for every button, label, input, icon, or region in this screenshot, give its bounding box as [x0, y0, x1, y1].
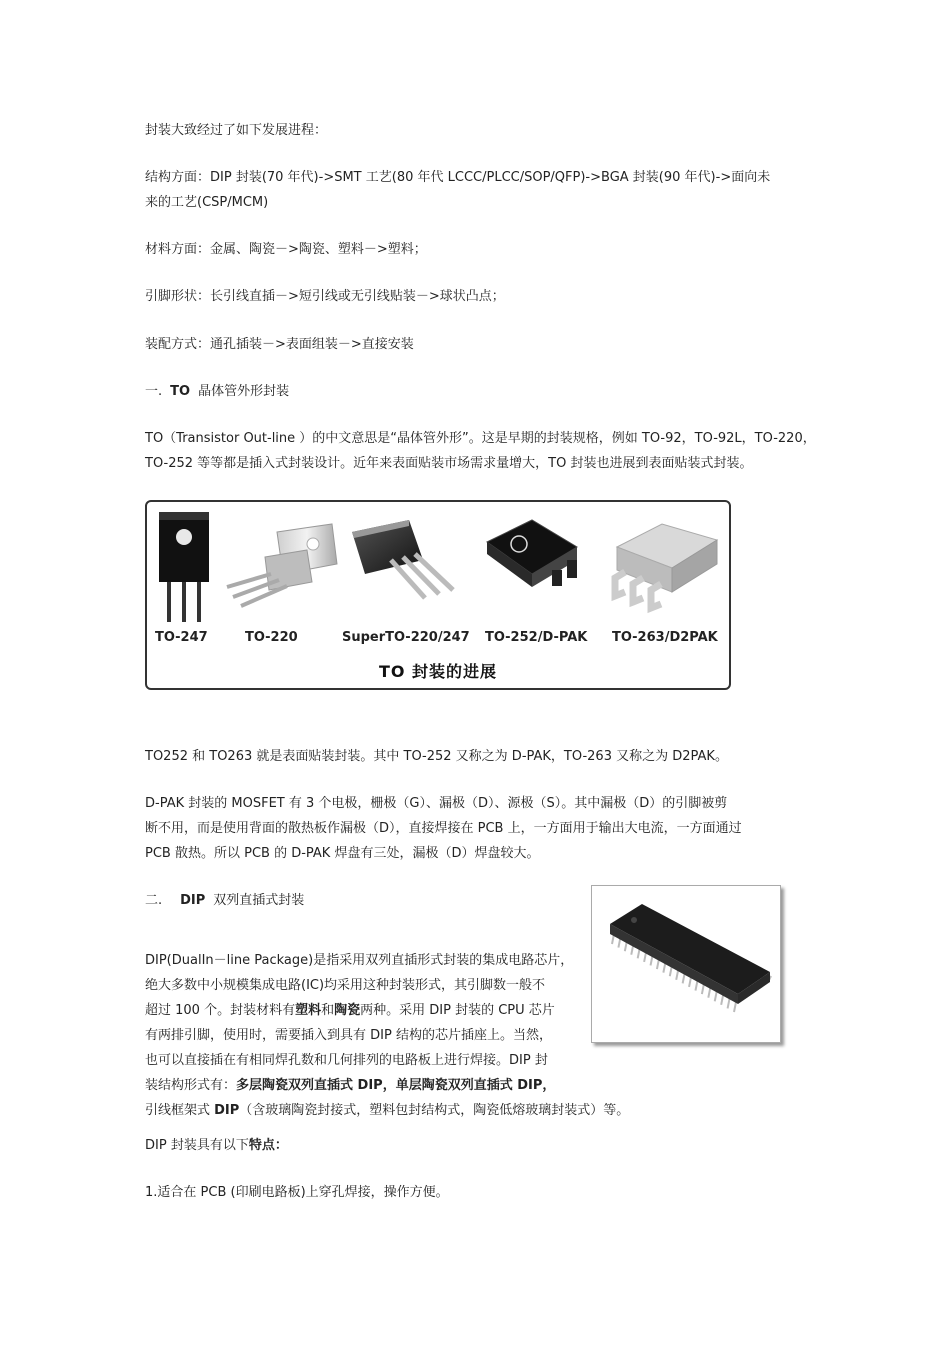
- dip-desc-line-7-a: 引线框架式: [145, 1103, 215, 1118]
- ceramic-bold: 陶瓷: [334, 1003, 361, 1018]
- dip-pin: [676, 970, 678, 980]
- dip-desc-line-7: [145, 1098, 629, 1123]
- dip-desc-line-2: 绝大多数中小规模集成电路(IC)均采用这种封装形式，其引脚数一般不: [145, 978, 546, 993]
- dip-pin: [721, 995, 723, 1005]
- to-desc-line-2: TO-252 等等都是插入式封装设计。近年来表面贴装市场需求量增大，TO 封装也进展到表面贴装式封装。: [145, 456, 753, 471]
- dpak-line-1: D-PAK 封装的 MOSFET 有 3 个电极，栅极（G）、漏极（D）、源极（S）。其中漏极（D）的引脚被剪: [145, 796, 728, 811]
- dip-desc-line-4: 有两排引脚，使用时，需要插入到具有 DIP 结构的芯片插座上。当然，: [145, 1028, 552, 1043]
- structure-line-2: 来的工艺(CSP/MCM): [145, 195, 269, 210]
- to-263-d2pak-package-icon: [615, 524, 717, 608]
- to-263-d2pak-label: TO-263/D2PAK: [612, 630, 718, 645]
- dip-desc-line-3-c: 和: [321, 1003, 335, 1018]
- section-1-title: 晶体管外形封装: [198, 384, 290, 399]
- super-to-220-247-label: SuperTO-220/247: [342, 630, 470, 645]
- features-bold: 特点：: [248, 1138, 288, 1153]
- plastic-bold: 塑料: [295, 1003, 322, 1018]
- to-package-figure: [145, 500, 731, 690]
- dip-pin: [715, 991, 717, 1001]
- to-figure-caption: TO 封装的进展: [378, 662, 498, 681]
- dip-pin: [670, 966, 672, 976]
- dip-pin: [683, 973, 685, 983]
- to-247-package-icon: [159, 512, 209, 622]
- to-247-label: TO-247: [155, 630, 208, 645]
- super-to-220-247-package-icon: [352, 520, 453, 598]
- dip-pin: [702, 984, 704, 994]
- intro-text: 封装大致经过了如下发展进程：: [145, 123, 328, 138]
- dip-desc-line-6: [145, 1073, 555, 1098]
- dip-desc-line-6-a: 装结构形式有：: [145, 1078, 237, 1093]
- material-text: 材料方面：金属、陶瓷－>陶瓷、塑料－>塑料；: [145, 242, 427, 257]
- section-2-heading: [145, 888, 304, 913]
- dip-chip-illustration: [592, 886, 782, 1044]
- section-2-number: 二.: [145, 893, 163, 908]
- dip-desc-line-1: DIP(DualIn－line Package)是指采用双列直插形式封装的集成电路芯片，: [145, 953, 574, 968]
- section-1-key: TO: [170, 384, 191, 399]
- structure-line-1: 结构方面：DIP 封装(70 年代)->SMT 工艺(80 年代 LCCC/PLCC/SOP/QFP)->BGA 封装(90 年代)->面向未: [145, 170, 771, 185]
- dip-desc-line-7-c: （含玻璃陶瓷封接式，塑料包封结构式，陶瓷低熔玻璃封装式）等。: [239, 1103, 630, 1118]
- dip-desc-line-3-d: 两种。采用 DIP 封装的 CPU 芯片: [360, 1003, 555, 1018]
- assembly-text: 装配方式：通孔插装－>表面组装－>直接安装: [145, 337, 414, 352]
- features-prefix: DIP 封装具有以下: [145, 1138, 249, 1153]
- dip-pin: [689, 977, 691, 987]
- dip-pin: [695, 981, 697, 991]
- dip-desc-line-3: [145, 998, 555, 1023]
- features-heading: [145, 1133, 288, 1158]
- pin-shape-text: 引脚形状：长引线直插－>短引线或无引线贴装－>球状凸点；: [145, 289, 505, 304]
- to-220-package-icon: [227, 524, 337, 606]
- dip-pin: [708, 988, 710, 998]
- dip-structure-types-bold: 多层陶瓷双列直插式 DIP，单层陶瓷双列直插式 DIP，: [236, 1078, 556, 1093]
- dip-desc-line-5: 也可以直接插在有相同焊孔数和几何排列的电路板上进行焊接。DIP 封: [145, 1053, 548, 1068]
- section-2-title: 双列直插式封装: [213, 893, 305, 908]
- to-252-dpak-label: TO-252/D-PAK: [485, 630, 588, 645]
- dip-desc-line-3-a: 超过 100 个。封装材料有: [145, 1003, 296, 1018]
- dip-chip-image: [591, 885, 781, 1043]
- to252-note: TO252 和 TO263 就是表面贴装封装。其中 TO-252 又称之为 D-PAK，TO-263 又称之为 D2PAK。: [145, 749, 728, 764]
- dip-pin: [734, 1002, 736, 1012]
- section-2-key: DIP: [180, 893, 206, 908]
- dpak-line-3: PCB 散热。所以 PCB 的 D-PAK 焊盘有三处，漏极（D）焊盘较大。: [145, 846, 540, 861]
- section-1-number: 一.: [145, 384, 163, 399]
- feature-1: 1.适合在 PCB (印刷电路板)上穿孔焊接，操作方便。: [145, 1185, 449, 1200]
- to-252-dpak-package-icon: [487, 520, 577, 587]
- dip-pin: [728, 998, 730, 1008]
- dip-pin: [663, 963, 665, 973]
- dip-bold: DIP: [214, 1103, 240, 1118]
- to-desc-line-1: TO（Transistor Out-line ）的中文意思是“晶体管外形”。这是早期的封装规格，例如 TO-92，TO-92L，TO-220，: [145, 431, 816, 446]
- dpak-line-2: 断不用，而是使用背面的散热板作漏极（D），直接焊接在 PCB 上，一方面用于输出大电流，一方面通过: [145, 821, 742, 836]
- to-220-label: TO-220: [245, 630, 298, 645]
- section-1-heading: [145, 379, 289, 404]
